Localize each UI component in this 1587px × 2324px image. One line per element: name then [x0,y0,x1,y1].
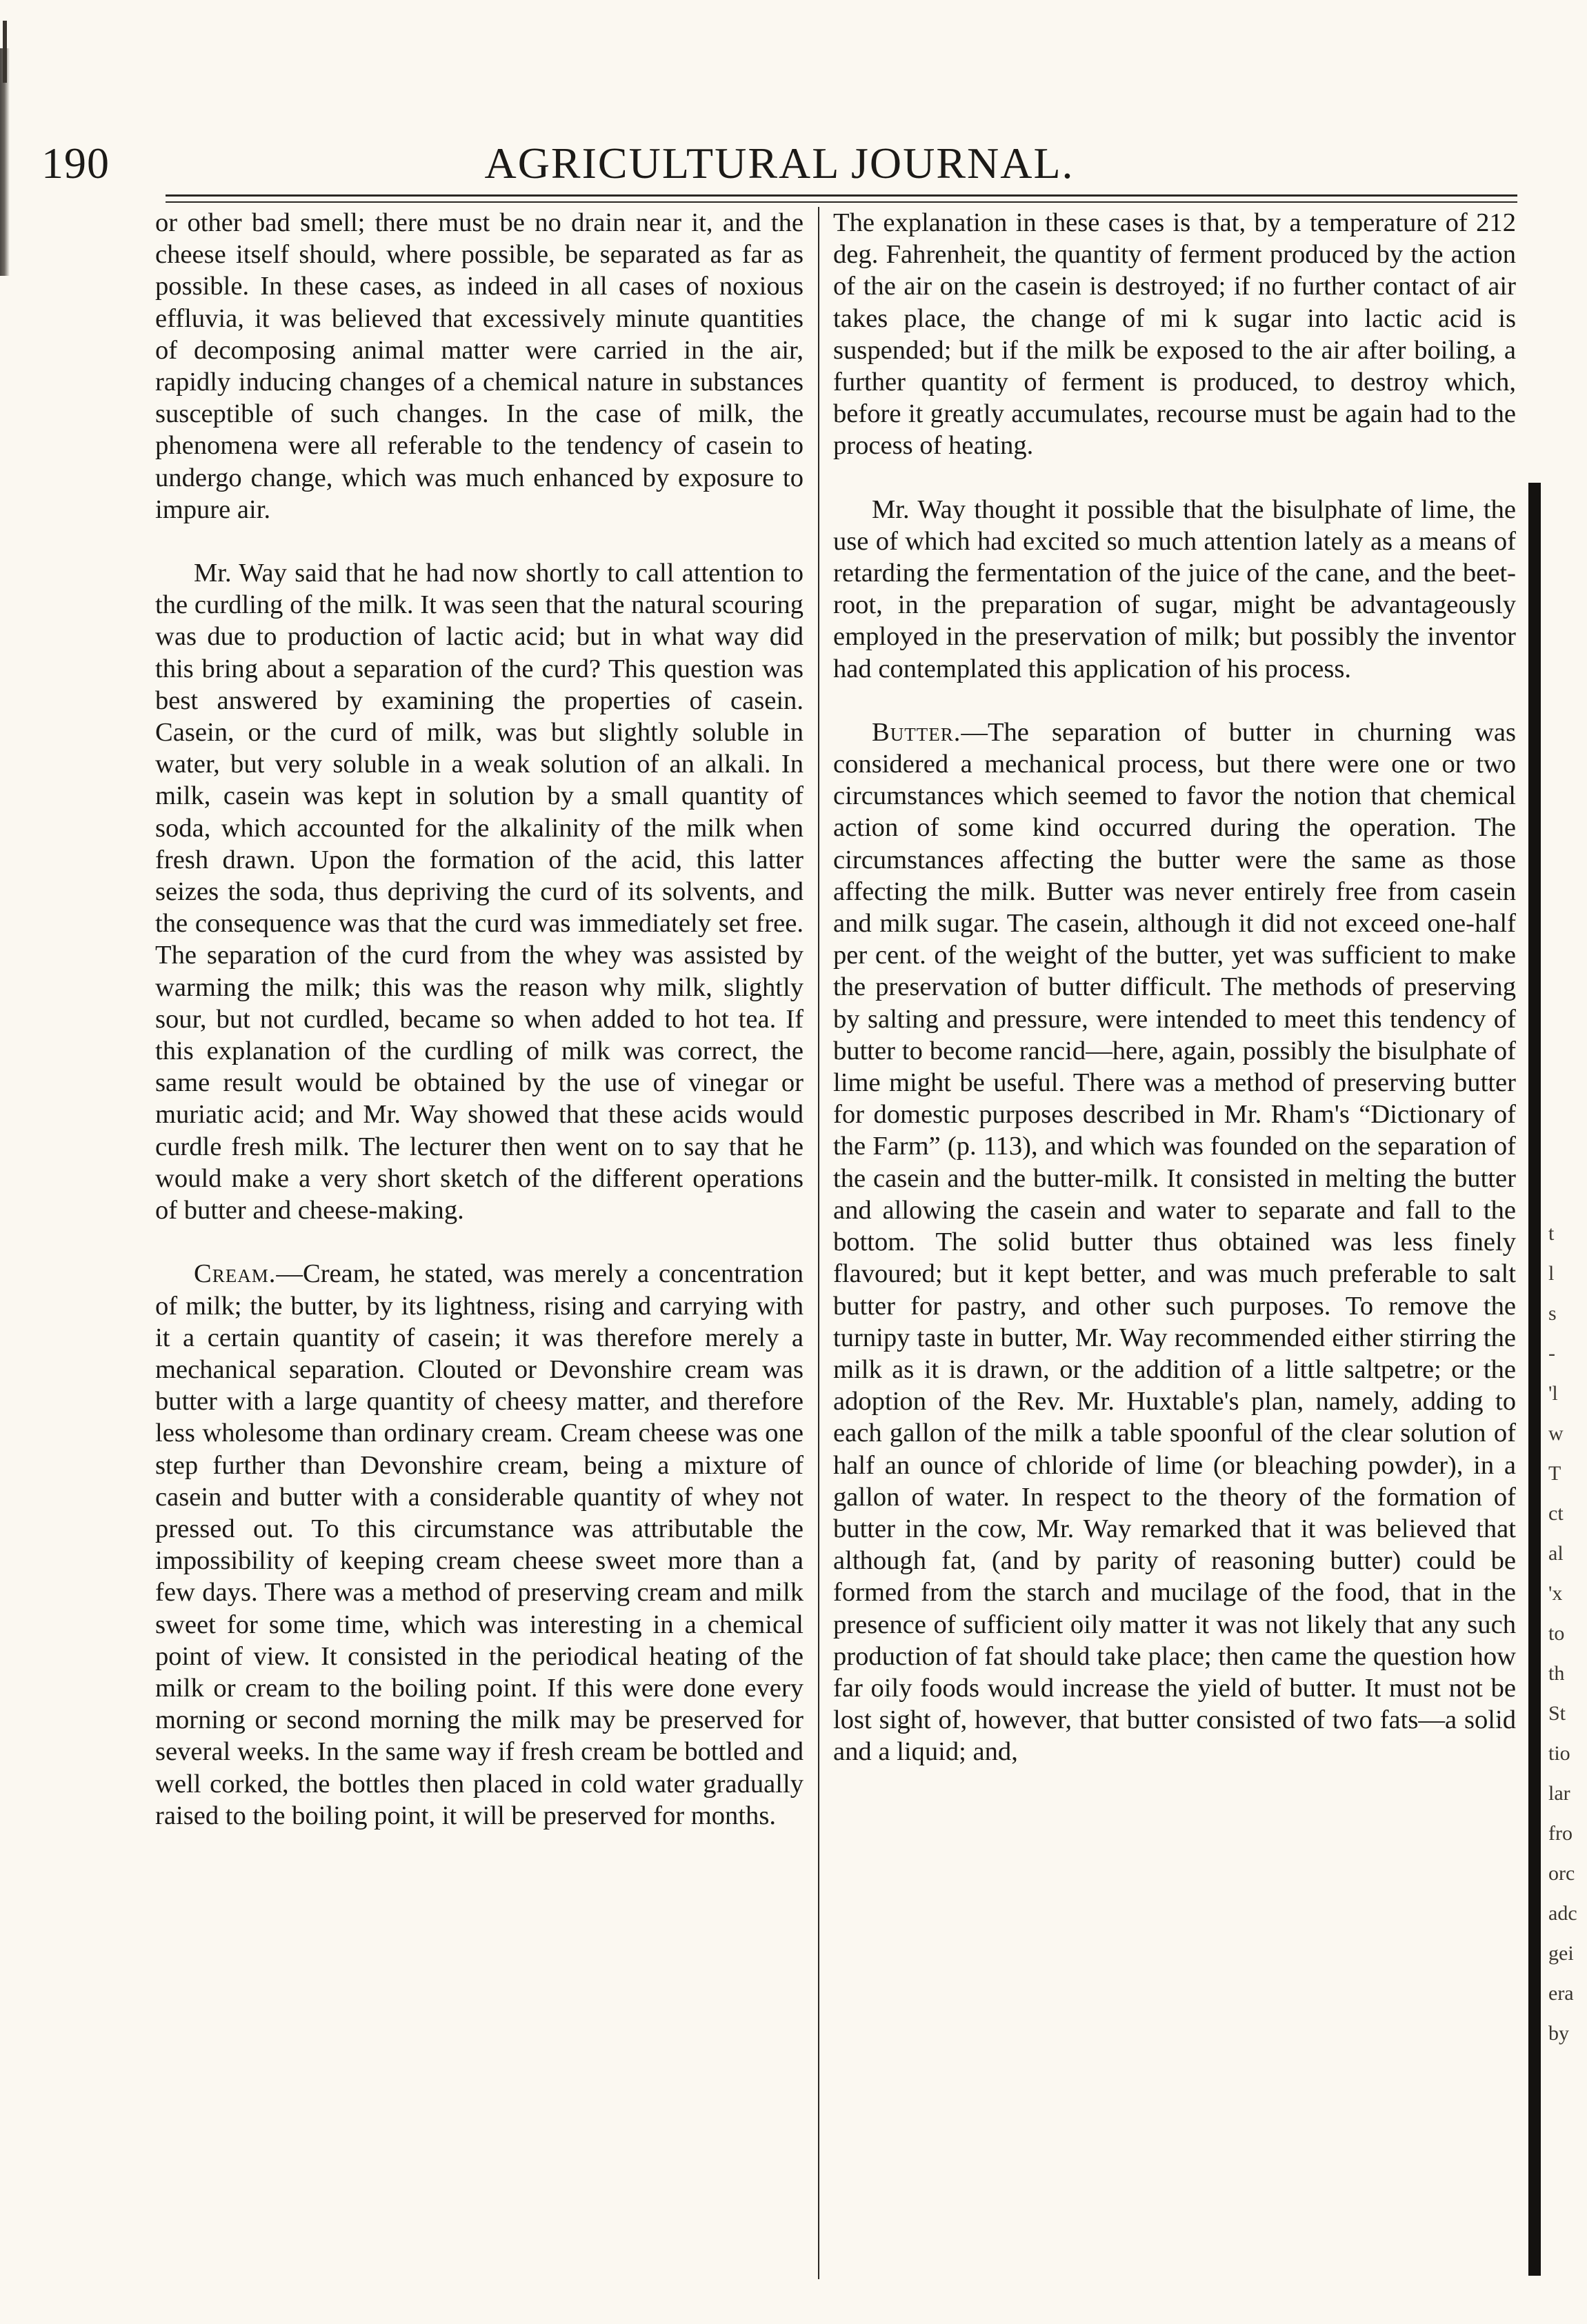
header-rule [166,194,1517,197]
page-number: 190 [41,139,110,188]
butter-body: —The separation of butter in churning was considered a mechanical process, but there were one or two circumstances which seemed to favor the notion that chemical action of some kind occurred during the operation. The circumstances affecting the butter were the same as those affecting the milk. Butter was never entirely free from casein and milk sugar. The casein, although it did not exceed one-half per cent. of the weight of the butter, yet was sufficient to make the preservation of butter difficult. The methods of preserving by salting and pressure, were intended to meet this tendency of butter to become rancid—here, again, possibly the bisulphate of lime might be useful. There was a method of preserving butter for domestic purposes described in Mr. Rham's “Dictionary of the Farm” (p. 113), and which was founded on the separation of the casein and the butter-milk. It consisted in melting the butter and allowing the casein and water to separate and fall to the bottom. The solid butter thus obtained was less finely flavoured; but it kept better, and was much preferable to salt butter for pastry, and other such purposes. To remove the turnipy taste in butter, Mr. Way recommended either stirring the milk as it is drawn, or the addition of a little saltpetre; or the adoption of the Rev. Mr. Huxtable's plan, namely, adding to each gallon of the milk a table spoonful of the clear solution of half an ounce of chloride of lime (or bleaching powder), in a gallon of water. In respect to the theory of the formation of butter in the cow, Mr. Way remarked that it was believed that although fat, (and by parity of reasoning butter) could be formed from the starch and mucilage of the food, that in the presence of sufficient oily matter it was not likely that any such production of fat should take place; then came the question how far oily foods would increase the yield of butter. It must not be lost sight of, however, that butter consisted of two fats—a solid and a liquid; and, [833,717,1516,1767]
binding-mark [3,21,7,83]
header-rule-second [166,201,1517,203]
margin-fragments [1548,1214,1587,2054]
right-paragraph-2: Mr. Way thought it possible that the bisulphate of lime, the use of which had excited so much attention lately as a means of retarding the fermentation of the juice of the cane, and the beet-root, in the preparation of sugar, might be advantageously employed in the preservation of milk; but possibly the inventor had contemplated this application of his process. [833,494,1516,683]
margin-fragment: s [1548,1302,1557,1325]
running-head [41,138,1517,200]
right-paragraph-1: The explanation in these cases is that, by a temperature of 212 deg. Fahrenheit, the quantity of ferment produced by the action of the air on the casein is destroyed; if no further contact of air takes place, the change of mi k sugar into lactic acid is suspended; but if the milk be exposed to the air after boiling, a further quantity of ferment is produced, to destroy which, before it greatly accumulates, recourse must be again had to the process of heating. [833,208,1516,461]
left-paragraph-2: Mr. Way said that he had now shortly to call attention to the curdling of the milk. It was seen that the natural scouring was due to production of lactic acid; but in what way did this bring about a separation of the curd? This question was best answered by examining the properties of casein. Casein, or the curd of milk, was but slightly soluble in water, but very soluble in a weak solution of an alkali. In milk, casein was kept in solution by a small quantity of soda, which accounted for the alkalinity of the milk when fresh drawn. Upon the formation of the acid, this latter seizes the soda, thus depriving the curd of its solvents, and the consequence was that the curd was immediately set free. The separation of the curd from the whey was assisted by warming the milk; this was the reason why milk, slightly sour, but not curdled, became so when added to hot tea. If this explanation of the curdling of milk was correct, the same result would be obtained by the use of vinegar or muriatic acid; and Mr. Way showed that these acids would curdle fresh milk. The lecturer then went on to say that he would make a very short sketch of the different operations of butter and cheese-making. [155,559,804,1225]
margin-fragment: l [1548,1262,1555,1285]
margin-fragment: 'l [1548,1382,1558,1405]
margin-fragment: adc [1548,1902,1577,1925]
margin-fragment: t [1548,1222,1555,1245]
margin-fragment: tio [1548,1742,1570,1765]
margin-fragment: by [1548,2022,1569,2045]
margin-fragment: lar [1548,1782,1570,1805]
margin-fragment: w [1548,1422,1564,1445]
margin-fragment: era [1548,1982,1574,2005]
margin-fragment: gei [1548,1942,1574,1965]
margin-fragment: orc [1548,1862,1575,1885]
butter-heading: Butter. [872,717,961,747]
margin-fragment: ct [1548,1502,1564,1525]
right-edge-bleed-bar [1528,483,1541,2276]
right-column [833,207,1516,2269]
cream-body: —Cream, he stated, was merely a concentration of milk; the butter, by its lightness, rising and carrying with it a certain quantity of casein; it was therefore merely a mechanical separation. Clouted or Devonshire cream was butter with a large quantity of cheesy matter, and therefore less wholesome than ordinary cream. Cream cheese was one step further than Devonshire cream, being a mixture of casein and butter with a considerable quantity of whey not pressed out. To this circumstance was attributable the impossibility of keeping cream cheese sweet more than a few days. There was a method of preserving cream and milk sweet for some time, which was interesting in a chemical point of view. It consisted in the periodical heating of the milk or cream to the boiling point. If this were done every morning or second morning the milk may be preserved for several weeks. In the same way if fresh cream be bottled and well corked, the bottles then placed in cold water gradually raised to the boiling point, it will be preserved for months. [155,1259,804,1830]
margin-fragment: 'x [1548,1582,1563,1605]
left-paragraph-cream [155,1258,804,1832]
margin-fragment: T [1548,1462,1561,1485]
margin-fragment: to [1548,1622,1565,1645]
left-paragraph-1: or other bad smell; there must be no drain near it, and the cheese itself should, where possible, be separated as far as possible. In these cases, as indeed in all cases of noxious effluvia, it was believed that excessively minute quantities of decomposing animal matter were carried in the air, rapidly inducing changes of a chemical nature in substances susceptible of such changes. In the case of milk, the phenomena were all referable to the tendency of casein to undergo change, which was much enhanced by exposure to impure air. [155,208,804,524]
margin-fragment: St [1548,1702,1566,1725]
margin-fragment: th [1548,1662,1565,1685]
right-paragraph-butter [833,717,1516,1768]
left-column [155,207,804,2269]
cream-heading: Cream. [194,1259,277,1289]
journal-title: AGRICULTURAL JOURNAL. [484,139,1075,188]
column-divider [818,207,819,2279]
margin-fragment: al [1548,1542,1564,1565]
margin-fragment: - [1548,1342,1555,1365]
margin-fragment: fro [1548,1822,1573,1845]
